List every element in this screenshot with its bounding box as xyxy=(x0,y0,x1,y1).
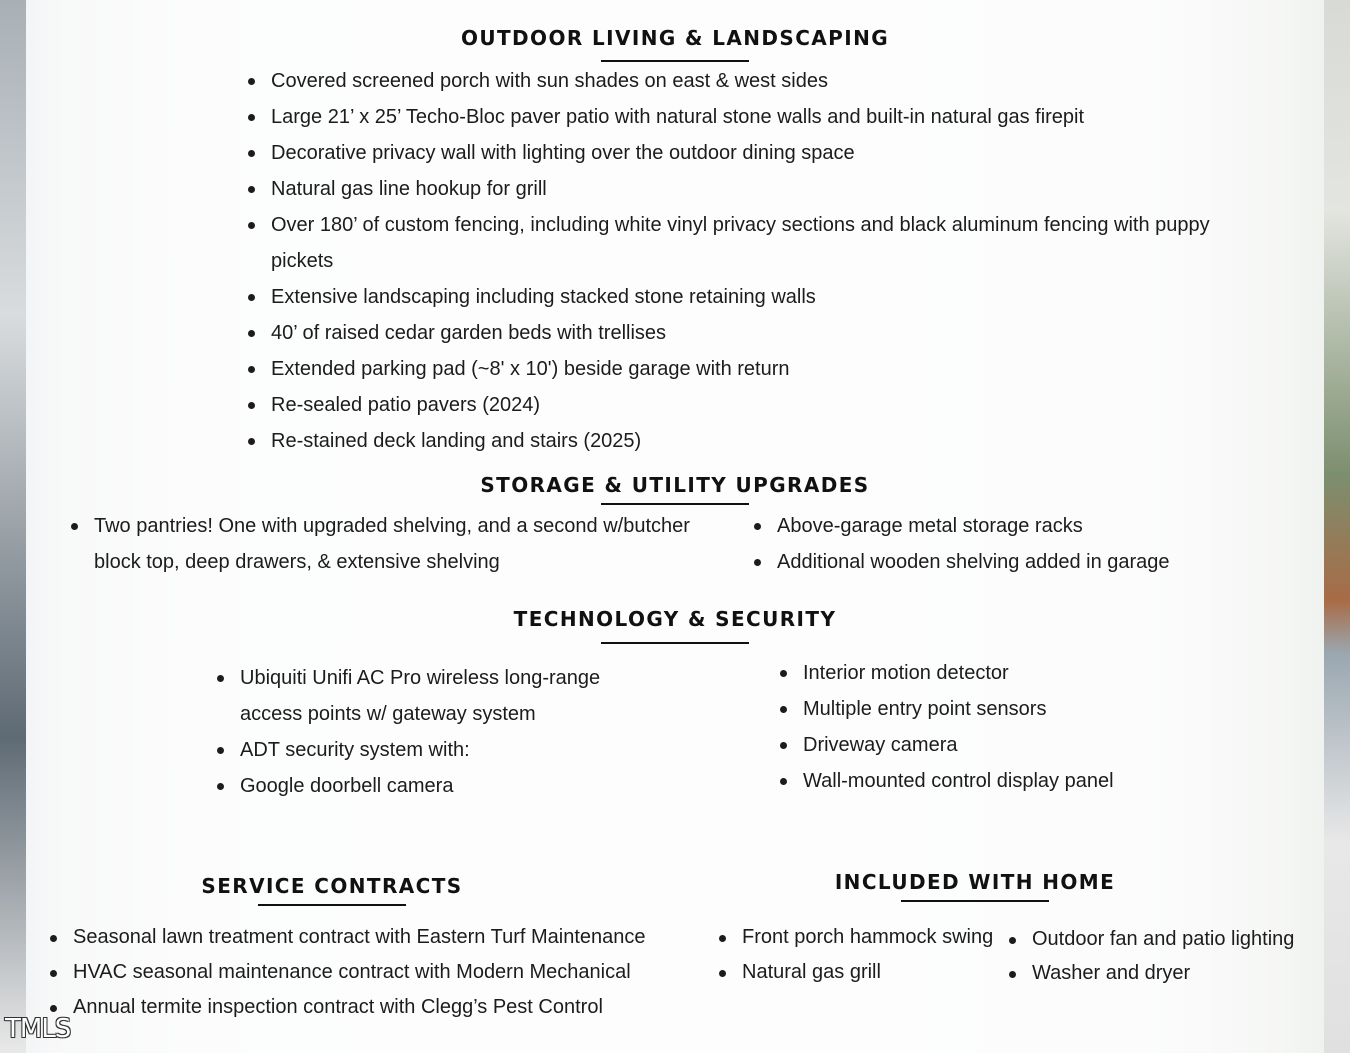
outdoor-living-heading: OUTDOOR LIVING & LANDSCAPING xyxy=(460,26,890,50)
outdoor-living-underline xyxy=(601,60,749,62)
list-item: Natural gas line hookup for grill xyxy=(247,171,1217,207)
storage-heading: STORAGE & UTILITY UPGRADES xyxy=(480,473,870,497)
technology-list-left xyxy=(216,660,636,804)
list-item: Above-garage metal storage racks xyxy=(753,508,1273,544)
list-item: ADT security system with: xyxy=(216,732,636,768)
technology-list-right xyxy=(779,655,1259,799)
service-contracts-underline xyxy=(258,904,406,906)
list-item: Seasonal lawn treatment contract with Eastern Turf Maintenance xyxy=(49,920,689,955)
list-item: Driveway camera xyxy=(779,727,1259,763)
list-item: 40’ of raised cedar garden beds with trellises xyxy=(247,315,1217,351)
included-list-left xyxy=(718,920,1008,990)
tmls-watermark: TMLS xyxy=(5,1014,71,1044)
list-item: Wall-mounted control display panel xyxy=(779,763,1259,799)
list-item: Extended parking pad (~8' x 10') beside garage with return xyxy=(247,351,1217,387)
list-item: Washer and dryer xyxy=(1008,956,1318,990)
background-photo-right-edge xyxy=(1324,0,1350,1053)
storage-underline xyxy=(601,503,749,505)
list-item: Extensive landscaping including stacked stone retaining walls xyxy=(247,279,1217,315)
list-item: Annual termite inspection contract with Clegg’s Pest Control xyxy=(49,990,689,1025)
technology-heading: TECHNOLOGY & SECURITY xyxy=(513,607,837,631)
service-contracts-heading: SERVICE CONTRACTS xyxy=(201,874,463,898)
list-item: Large 21’ x 25’ Techo-Bloc paver patio with natural stone walls and built-in natural gas firepit xyxy=(247,99,1217,135)
list-item: Over 180’ of custom fencing, including white vinyl privacy sections and black aluminum fencing with puppy pickets xyxy=(247,207,1217,279)
included-list-right xyxy=(1008,922,1318,990)
list-item: Front porch hammock swing xyxy=(718,920,1008,955)
list-item: Covered screened porch with sun shades on east & west sides xyxy=(247,63,1217,99)
background-photo-left-edge xyxy=(0,0,26,1053)
service-contracts-list xyxy=(49,920,689,1025)
list-item: Ubiquiti Unifi AC Pro wireless long-range access points w/ gateway system xyxy=(216,660,636,732)
list-item: Interior motion detector xyxy=(779,655,1259,691)
list-item: Two pantries! One with upgraded shelving, and a second w/butcher block top, deep drawers, & extensive shelving xyxy=(70,508,735,580)
list-item: Outdoor fan and patio lighting xyxy=(1008,922,1318,956)
list-item: Google doorbell camera xyxy=(216,768,636,804)
technology-underline xyxy=(601,642,749,644)
included-heading: INCLUDED WITH HOME xyxy=(834,870,1116,894)
storage-list-right xyxy=(753,508,1273,580)
list-item: Re-sealed patio pavers (2024) xyxy=(247,387,1217,423)
list-item: Additional wooden shelving added in garage xyxy=(753,544,1273,580)
storage-list-left xyxy=(70,508,735,580)
included-underline xyxy=(901,900,1049,902)
outdoor-living-list xyxy=(247,63,1217,459)
list-item: Decorative privacy wall with lighting over the outdoor dining space xyxy=(247,135,1217,171)
list-item: Re-stained deck landing and stairs (2025) xyxy=(247,423,1217,459)
list-item: Multiple entry point sensors xyxy=(779,691,1259,727)
list-item: HVAC seasonal maintenance contract with Modern Mechanical xyxy=(49,955,689,990)
list-item: Natural gas grill xyxy=(718,955,1008,990)
